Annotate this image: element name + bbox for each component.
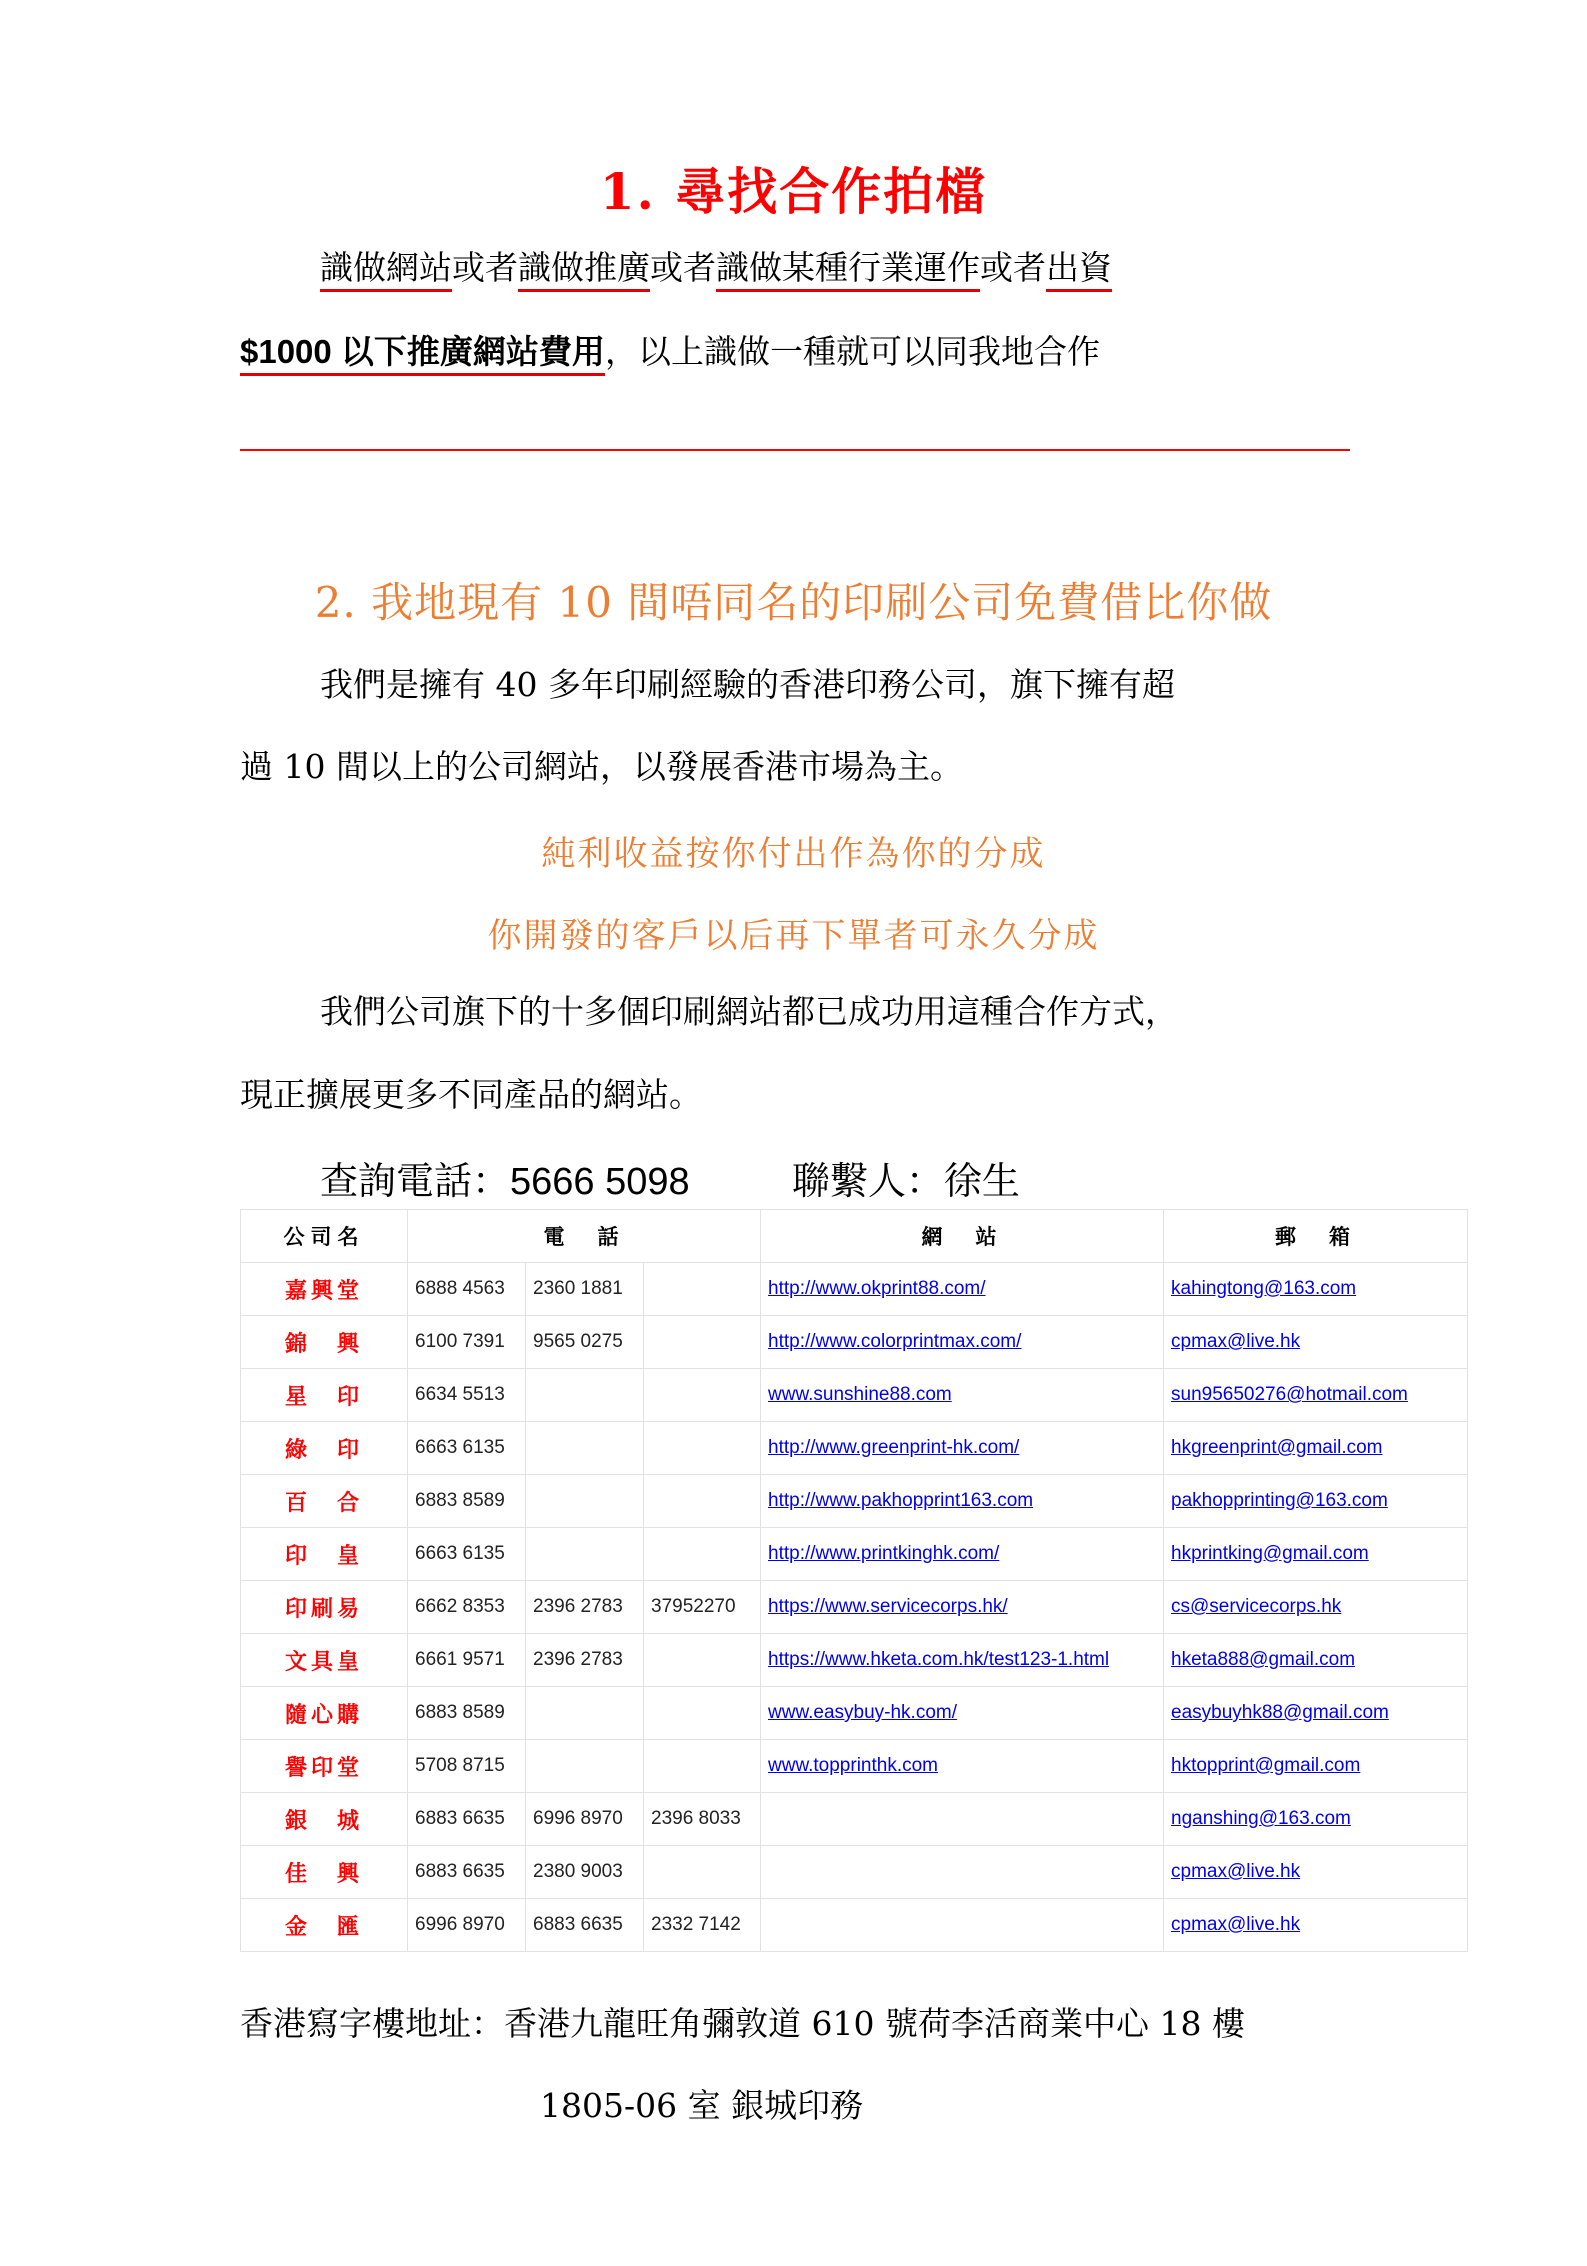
phone-label: 查詢電話： xyxy=(320,1159,511,1203)
website-link[interactable]: http://www.pakhopprint163.com xyxy=(768,1490,1034,1511)
email-link[interactable]: easybuyhk88@gmail.com xyxy=(1171,1702,1389,1723)
header-phone: 電 話 xyxy=(408,1210,761,1263)
table-row xyxy=(241,1369,1468,1422)
phone-number: 6663 6135 xyxy=(408,1528,526,1581)
budget-text: $1000 以下推廣網站費用 xyxy=(240,333,605,370)
section2-para1-line1: 我們是擁有 40 多年印刷經驗的香港印務公司，旗下擁有超 xyxy=(320,665,1175,704)
phone-number: 6883 6635 xyxy=(526,1899,644,1952)
company-name: 文具皇 xyxy=(241,1634,408,1687)
website-link[interactable]: http://www.colorprintmax.com/ xyxy=(768,1331,1022,1352)
phone-number xyxy=(526,1687,644,1740)
phone-number: 6661 9571 xyxy=(408,1634,526,1687)
phone-number: 2332 7142 xyxy=(644,1899,761,1952)
email-link[interactable]: hketa888@gmail.com xyxy=(1171,1649,1356,1670)
company-name: 嘉興堂 xyxy=(241,1263,408,1316)
phone-number xyxy=(644,1263,761,1316)
section2-para2-line2: 現正擴展更多不同產品的網站。 xyxy=(240,1075,702,1114)
website-cell xyxy=(761,1740,1164,1793)
phone-number: 6996 8970 xyxy=(408,1899,526,1952)
website-link[interactable]: http://www.printkinghk.com/ xyxy=(768,1543,1000,1564)
underlined-phrase xyxy=(240,332,605,376)
company-name: 錦 興 xyxy=(241,1316,408,1369)
table-row xyxy=(241,1687,1468,1740)
email-cell xyxy=(1164,1687,1468,1740)
table-row xyxy=(241,1422,1468,1475)
email-link[interactable]: nganshing@163.com xyxy=(1171,1808,1351,1829)
table-row xyxy=(241,1793,1468,1846)
website-cell xyxy=(761,1581,1164,1634)
website-cell xyxy=(761,1475,1164,1528)
table-row xyxy=(241,1740,1468,1793)
table-row xyxy=(241,1263,1468,1316)
phone-number xyxy=(526,1528,644,1581)
phone-number xyxy=(644,1634,761,1687)
section2-para2-line1: 我們公司旗下的十多個印刷網站都已成功用這種合作方式， xyxy=(320,992,1178,1031)
table-row xyxy=(241,1316,1468,1369)
phone-number: 2396 2783 xyxy=(526,1634,644,1687)
section1-line1 xyxy=(320,246,1112,290)
email-cell xyxy=(1164,1369,1468,1422)
website-cell xyxy=(761,1899,1164,1952)
company-name: 印 皇 xyxy=(241,1528,408,1581)
office-address-line1: 香港寫字樓地址：香港九龍旺角彌敦道 610 號荷李活商業中心 18 樓 xyxy=(240,2004,1245,2043)
phone-number: 9565 0275 xyxy=(526,1316,644,1369)
email-cell xyxy=(1164,1528,1468,1581)
email-link[interactable]: cs@servicecorps.hk xyxy=(1171,1596,1342,1617)
underlined-phrase: 出資 xyxy=(1046,248,1112,292)
phone-number: 6883 6635 xyxy=(408,1793,526,1846)
website-cell xyxy=(761,1634,1164,1687)
phone-number xyxy=(644,1528,761,1581)
phone-number xyxy=(644,1369,761,1422)
phone-number xyxy=(526,1475,644,1528)
header-email: 郵 箱 xyxy=(1164,1210,1468,1263)
underlined-phrase: 識做網站 xyxy=(320,248,452,292)
email-link[interactable]: hkgreenprint@gmail.com xyxy=(1171,1437,1383,1458)
connector-text: 或者 xyxy=(452,248,518,287)
email-link[interactable]: kahingtong@163.com xyxy=(1171,1278,1357,1299)
website-link[interactable]: www.topprinthk.com xyxy=(768,1755,939,1776)
email-cell xyxy=(1164,1793,1468,1846)
section1-line2 xyxy=(240,330,1100,374)
phone-number: 6883 8589 xyxy=(408,1687,526,1740)
website-cell xyxy=(761,1846,1164,1899)
table-header-row xyxy=(241,1210,1468,1263)
contact-phone: 5666 5098 xyxy=(510,1161,690,1203)
phone-number: 37952270 xyxy=(644,1581,761,1634)
table-row xyxy=(241,1634,1468,1687)
website-link[interactable]: http://www.greenprint-hk.com/ xyxy=(768,1437,1020,1458)
website-cell xyxy=(761,1422,1164,1475)
email-cell xyxy=(1164,1634,1468,1687)
table-row xyxy=(241,1899,1468,1952)
email-cell xyxy=(1164,1899,1468,1952)
header-website: 網 站 xyxy=(761,1210,1164,1263)
section1-title: 1. 尋找合作拍檔 xyxy=(599,162,988,221)
contact-line xyxy=(320,1150,1020,1205)
person-label: 聯繫人： xyxy=(791,1159,944,1203)
email-link[interactable]: hktopprint@gmail.com xyxy=(1171,1755,1361,1776)
email-cell xyxy=(1164,1475,1468,1528)
email-cell xyxy=(1164,1263,1468,1316)
phone-number xyxy=(644,1687,761,1740)
highlight-profit-share: 純利收益按你付出作為你的分成 xyxy=(541,834,1046,874)
table-row xyxy=(241,1581,1468,1634)
section-divider xyxy=(240,449,1350,451)
company-name: 印刷易 xyxy=(241,1581,408,1634)
contact-person: 徐生 xyxy=(943,1161,1020,1203)
email-link[interactable]: sun95650276@hotmail.com xyxy=(1171,1384,1408,1405)
phone-number xyxy=(644,1422,761,1475)
website-link[interactable]: https://www.hketa.com.hk/test123-1.html xyxy=(768,1649,1110,1670)
phone-number: 6888 4563 xyxy=(408,1263,526,1316)
company-name: 銀 城 xyxy=(241,1793,408,1846)
website-cell xyxy=(761,1793,1164,1846)
company-name: 隨心購 xyxy=(241,1687,408,1740)
table-row xyxy=(241,1475,1468,1528)
section2-para1-line2: 過 10 間以上的公司網站，以發展香港市場為主。 xyxy=(240,747,963,786)
phone-number: 5708 8715 xyxy=(408,1740,526,1793)
website-link[interactable]: www.easybuy-hk.com/ xyxy=(768,1702,958,1723)
phone-number: 6663 6135 xyxy=(408,1422,526,1475)
company-name: 譽印堂 xyxy=(241,1740,408,1793)
phone-number xyxy=(526,1422,644,1475)
phone-number: 2360 1881 xyxy=(526,1263,644,1316)
company-name: 佳 興 xyxy=(241,1846,408,1899)
company-name: 綠 印 xyxy=(241,1422,408,1475)
phone-number: 6883 8589 xyxy=(408,1475,526,1528)
table-row xyxy=(241,1846,1468,1899)
phone-number: 2396 2783 xyxy=(526,1581,644,1634)
company-name: 金 匯 xyxy=(241,1899,408,1952)
company-name: 星 印 xyxy=(241,1369,408,1422)
company-name: 百 合 xyxy=(241,1475,408,1528)
website-cell xyxy=(761,1316,1164,1369)
underlined-phrase: 識做某種行業運作 xyxy=(716,248,980,292)
company-table xyxy=(240,1209,1468,1952)
email-cell xyxy=(1164,1740,1468,1793)
website-link[interactable]: http://www.okprint88.com/ xyxy=(768,1278,986,1299)
email-link[interactable]: pakhopprinting@163.com xyxy=(1171,1490,1388,1511)
phone-number xyxy=(526,1369,644,1422)
website-cell xyxy=(761,1263,1164,1316)
underlined-phrase: 識做推廣 xyxy=(518,248,650,292)
email-cell xyxy=(1164,1316,1468,1369)
phone-number: 2396 8033 xyxy=(644,1793,761,1846)
phone-number: 6883 6635 xyxy=(408,1846,526,1899)
phone-number xyxy=(526,1740,644,1793)
phone-number: 2380 9003 xyxy=(526,1846,644,1899)
highlight-permanent-share: 你開發的客戶以后再下單者可永久分成 xyxy=(487,916,1100,956)
connector-text: 或者 xyxy=(650,248,716,287)
email-link[interactable]: hkprintking@gmail.com xyxy=(1171,1543,1369,1564)
email-cell xyxy=(1164,1846,1468,1899)
line2-rest: ，以上識做一種就可以同我地合作 xyxy=(604,332,1100,371)
email-link[interactable]: cpmax@live.hk xyxy=(1171,1914,1301,1935)
email-cell xyxy=(1164,1581,1468,1634)
phone-number xyxy=(644,1475,761,1528)
table-row xyxy=(241,1528,1468,1581)
section2-title: 2. 我地現有 10 間唔同名的印刷公司免費借比你做 xyxy=(314,578,1273,627)
email-link[interactable]: cpmax@live.hk xyxy=(1171,1861,1301,1882)
phone-number: 6996 8970 xyxy=(526,1793,644,1846)
website-cell xyxy=(761,1528,1164,1581)
phone-number xyxy=(644,1846,761,1899)
phone-number xyxy=(644,1316,761,1369)
phone-number: 6662 8353 xyxy=(408,1581,526,1634)
website-cell xyxy=(761,1687,1164,1740)
phone-number: 6100 7391 xyxy=(408,1316,526,1369)
website-link[interactable]: https://www.servicecorps.hk/ xyxy=(768,1596,1008,1617)
connector-text: 或者 xyxy=(980,248,1046,287)
phone-number: 6634 5513 xyxy=(408,1369,526,1422)
phone-number xyxy=(644,1740,761,1793)
email-cell xyxy=(1164,1422,1468,1475)
website-link[interactable]: www.sunshine88.com xyxy=(768,1384,952,1405)
email-link[interactable]: cpmax@live.hk xyxy=(1171,1331,1301,1352)
office-address-line2: 1805-06 室 銀城印務 xyxy=(540,2086,864,2125)
header-company: 公司名 xyxy=(241,1210,408,1263)
website-cell xyxy=(761,1369,1164,1422)
